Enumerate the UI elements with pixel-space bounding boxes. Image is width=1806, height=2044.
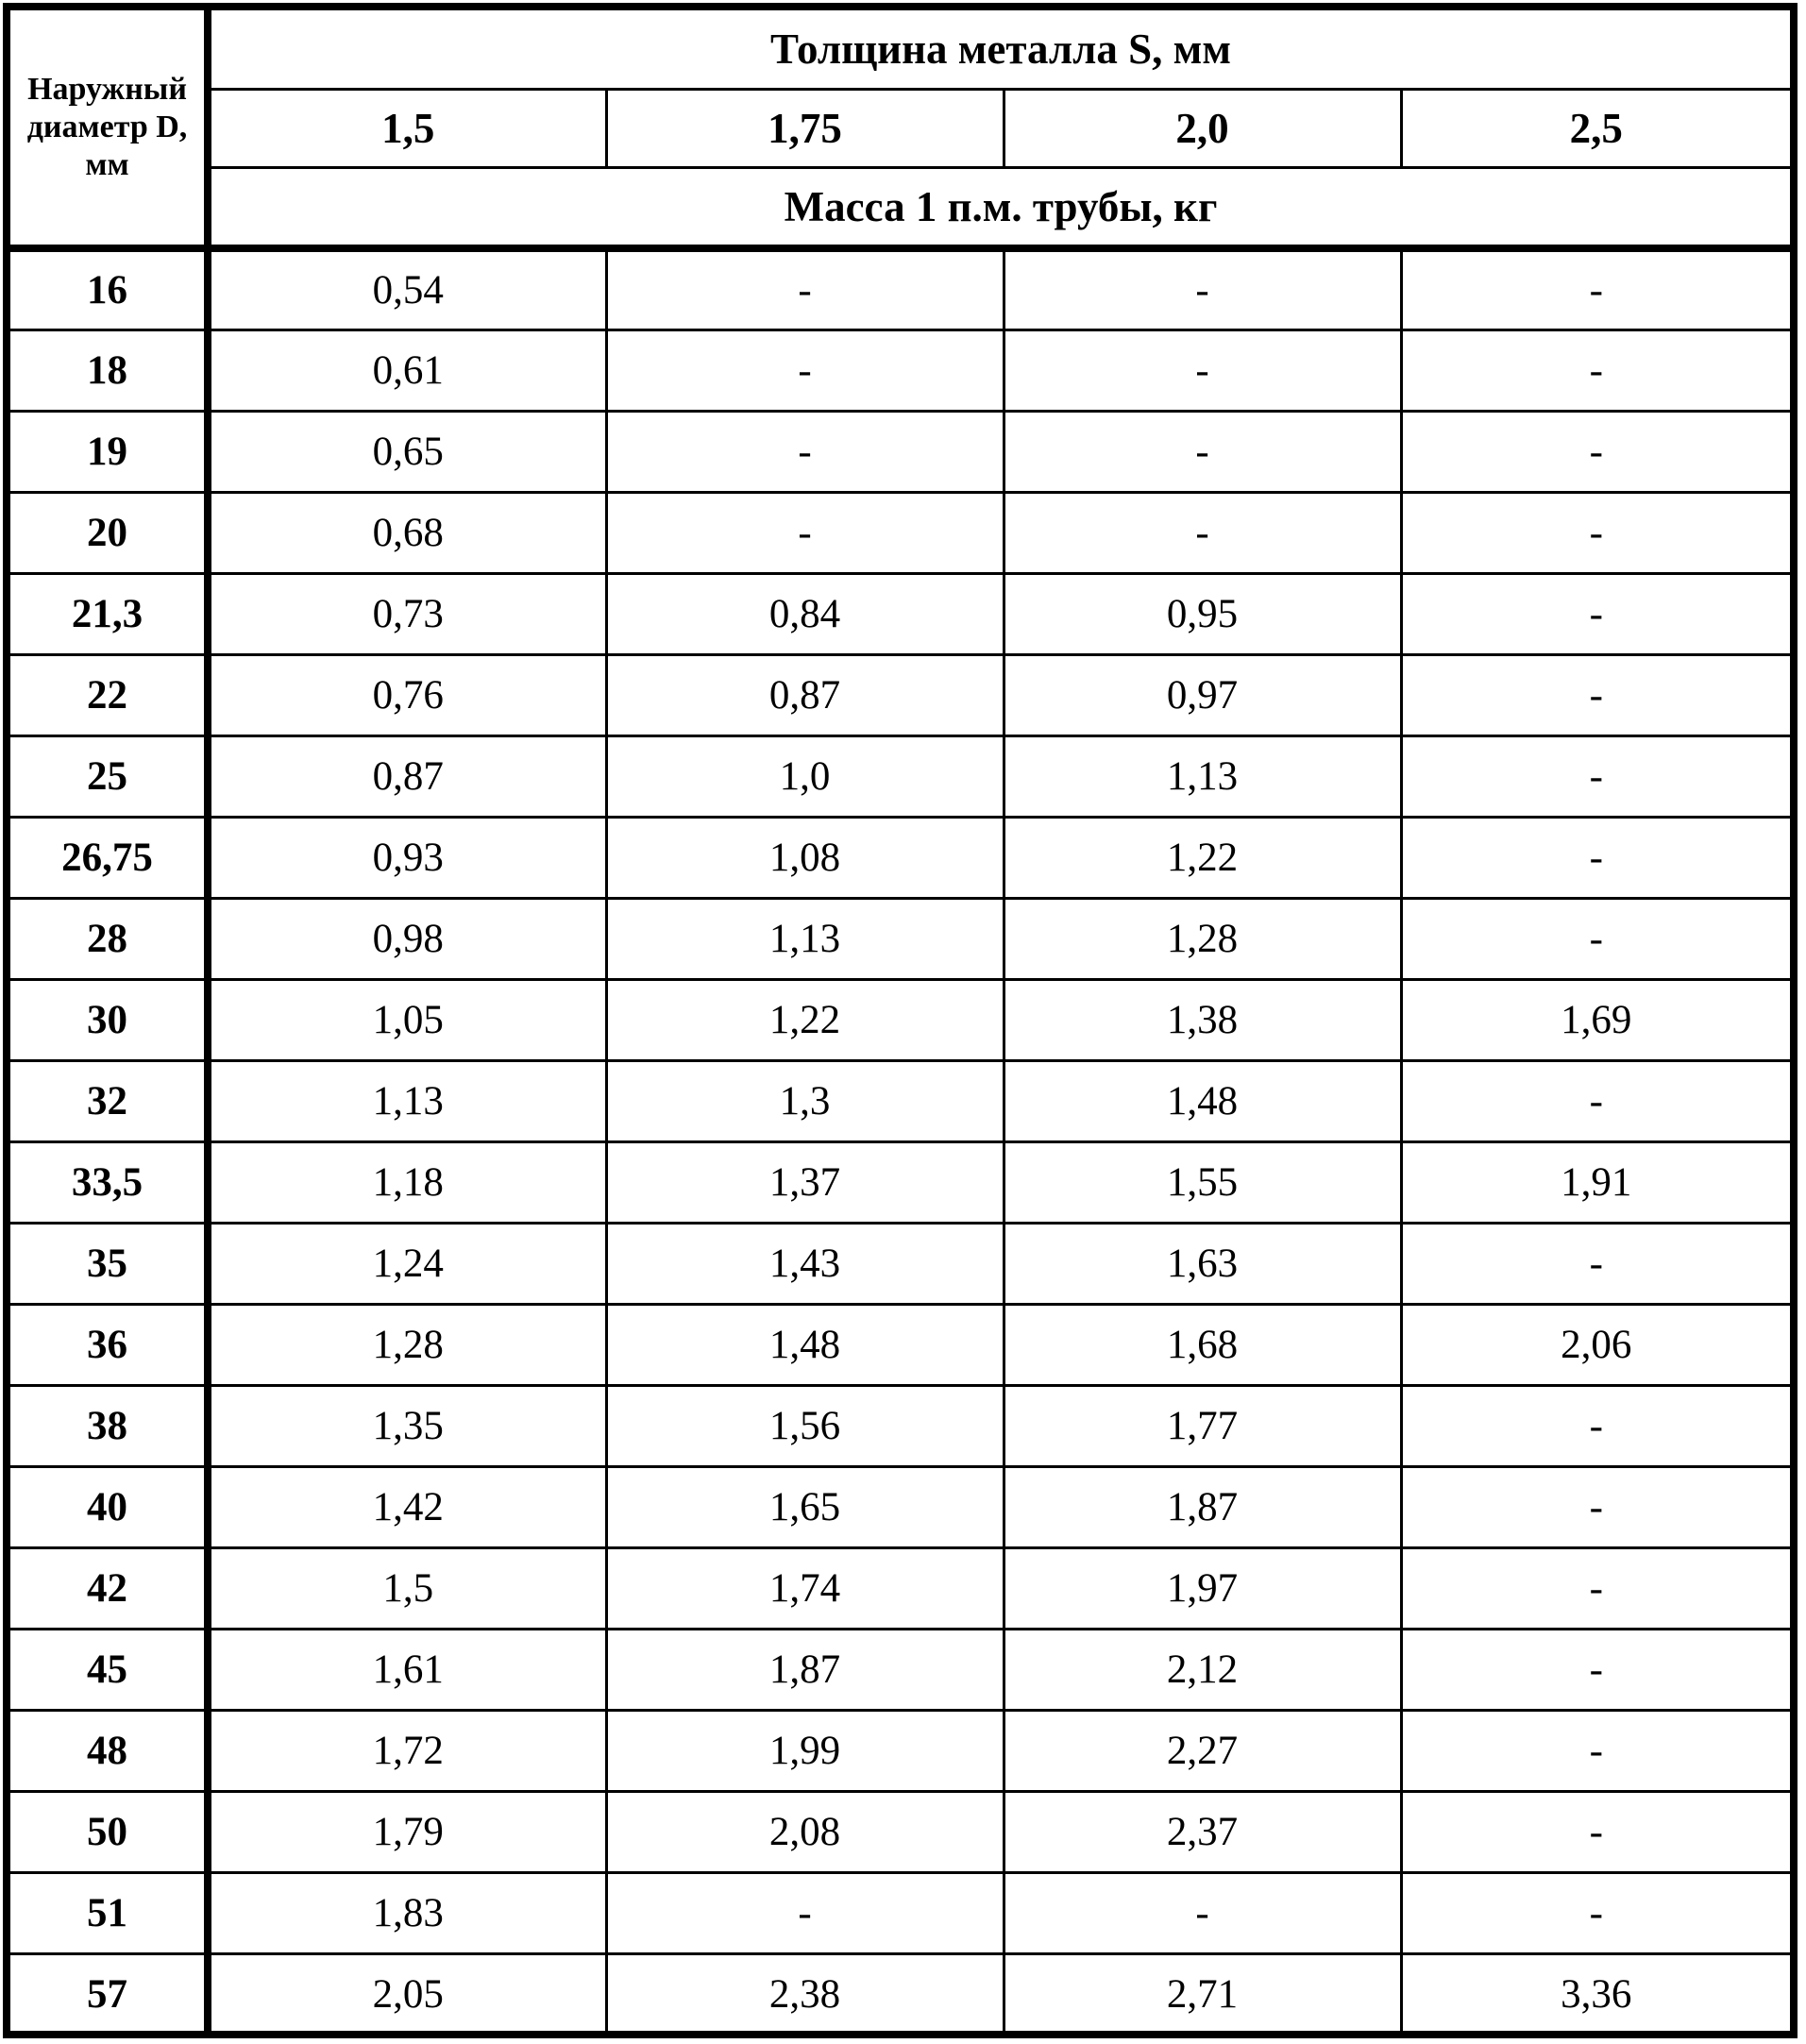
mass-cell: - bbox=[606, 492, 1004, 573]
mass-cell: 1,48 bbox=[1004, 1060, 1401, 1141]
mass-cell: 1,18 bbox=[208, 1141, 606, 1223]
mass-cell: 0,87 bbox=[606, 654, 1004, 735]
table-row bbox=[10, 735, 1790, 817]
diameter-cell: 20 bbox=[10, 492, 208, 573]
mass-cell: - bbox=[1401, 1547, 1790, 1629]
diameter-cell: 30 bbox=[10, 979, 208, 1060]
mass-cell: 1,28 bbox=[1004, 898, 1401, 979]
mass-cell: - bbox=[1401, 1629, 1790, 1710]
mass-cell: - bbox=[606, 248, 1004, 329]
diameter-cell: 19 bbox=[10, 411, 208, 492]
diameter-cell: 36 bbox=[10, 1304, 208, 1385]
mass-cell: - bbox=[1004, 492, 1401, 573]
mass-cell: 0,87 bbox=[208, 735, 606, 817]
mass-cell: 1,05 bbox=[208, 979, 606, 1060]
mass-cell: - bbox=[1004, 411, 1401, 492]
mass-cell: 0,61 bbox=[208, 329, 606, 411]
mass-cell: 2,12 bbox=[1004, 1629, 1401, 1710]
mass-cell: 1,87 bbox=[606, 1629, 1004, 1710]
mass-cell: 1,61 bbox=[208, 1629, 606, 1710]
mass-cell: 2,06 bbox=[1401, 1304, 1790, 1385]
mass-cell: 1,87 bbox=[1004, 1466, 1401, 1547]
diameter-cell: 26,75 bbox=[10, 817, 208, 898]
mass-cell: - bbox=[1401, 817, 1790, 898]
mass-cell: 0,76 bbox=[208, 654, 606, 735]
mass-title: Масса 1 п.м. трубы, кг bbox=[208, 167, 1790, 248]
mass-cell: - bbox=[1401, 329, 1790, 411]
mass-cell: 1,83 bbox=[208, 1872, 606, 1953]
mass-cell: 0,93 bbox=[208, 817, 606, 898]
mass-cell: 0,98 bbox=[208, 898, 606, 979]
mass-cell: - bbox=[1401, 1872, 1790, 1953]
mass-cell: 1,77 bbox=[1004, 1385, 1401, 1466]
mass-cell: - bbox=[1401, 573, 1790, 654]
table-row bbox=[10, 329, 1790, 411]
diameter-cell: 35 bbox=[10, 1223, 208, 1304]
mass-cell: 2,38 bbox=[606, 1953, 1004, 2035]
mass-cell: 1,79 bbox=[208, 1791, 606, 1872]
diameter-cell: 51 bbox=[10, 1872, 208, 1953]
table-row bbox=[10, 1953, 1790, 2035]
thickness-value: 2,0 bbox=[1004, 89, 1401, 167]
mass-cell: 0,97 bbox=[1004, 654, 1401, 735]
table-row bbox=[10, 1223, 1790, 1304]
table-row bbox=[10, 1872, 1790, 1953]
mass-cell: 1,72 bbox=[208, 1710, 606, 1791]
mass-cell: 2,05 bbox=[208, 1953, 606, 2035]
diameter-cell: 33,5 bbox=[10, 1141, 208, 1223]
table-row bbox=[10, 979, 1790, 1060]
mass-cell: 1,91 bbox=[1401, 1141, 1790, 1223]
mass-cell: 1,74 bbox=[606, 1547, 1004, 1629]
mass-cell: 0,95 bbox=[1004, 573, 1401, 654]
table-row bbox=[10, 1060, 1790, 1141]
mass-cell: 1,43 bbox=[606, 1223, 1004, 1304]
mass-cell: 1,63 bbox=[1004, 1223, 1401, 1304]
mass-cell: 1,38 bbox=[1004, 979, 1401, 1060]
mass-cell: 1,97 bbox=[1004, 1547, 1401, 1629]
mass-cell: - bbox=[1401, 1223, 1790, 1304]
mass-cell: - bbox=[1004, 248, 1401, 329]
table-row bbox=[10, 1466, 1790, 1547]
mass-cell: 1,28 bbox=[208, 1304, 606, 1385]
diameter-cell: 21,3 bbox=[10, 573, 208, 654]
mass-cell: 1,22 bbox=[1004, 817, 1401, 898]
diameter-cell: 40 bbox=[10, 1466, 208, 1547]
mass-cell: - bbox=[606, 329, 1004, 411]
mass-cell: 1,65 bbox=[606, 1466, 1004, 1547]
header-row-thickness-title bbox=[10, 10, 1790, 89]
diameter-cell: 38 bbox=[10, 1385, 208, 1466]
mass-cell: - bbox=[1401, 1385, 1790, 1466]
header-row-thickness-values bbox=[10, 89, 1790, 167]
thickness-title: Толщина металла S, мм bbox=[208, 10, 1790, 89]
header-row-mass-title bbox=[10, 167, 1790, 248]
table-row bbox=[10, 248, 1790, 329]
table-row bbox=[10, 1791, 1790, 1872]
diameter-cell: 28 bbox=[10, 898, 208, 979]
mass-cell: 1,22 bbox=[606, 979, 1004, 1060]
table-row bbox=[10, 1547, 1790, 1629]
mass-cell: 2,08 bbox=[606, 1791, 1004, 1872]
diameter-header: Наружный диаметр D, мм bbox=[10, 10, 208, 248]
thickness-value: 2,5 bbox=[1401, 89, 1790, 167]
mass-cell: 2,71 bbox=[1004, 1953, 1401, 2035]
mass-cell: 1,5 bbox=[208, 1547, 606, 1629]
diameter-cell: 48 bbox=[10, 1710, 208, 1791]
mass-cell: 3,36 bbox=[1401, 1953, 1790, 2035]
mass-cell: 1,13 bbox=[606, 898, 1004, 979]
diameter-cell: 18 bbox=[10, 329, 208, 411]
diameter-cell: 45 bbox=[10, 1629, 208, 1710]
table-row bbox=[10, 1710, 1790, 1791]
table-row bbox=[10, 817, 1790, 898]
mass-cell: 1,55 bbox=[1004, 1141, 1401, 1223]
mass-cell: - bbox=[1004, 1872, 1401, 1953]
mass-cell: - bbox=[1004, 329, 1401, 411]
mass-cell: - bbox=[1401, 248, 1790, 329]
table-row bbox=[10, 654, 1790, 735]
mass-cell: 1,24 bbox=[208, 1223, 606, 1304]
mass-cell: 1,13 bbox=[1004, 735, 1401, 817]
table-row bbox=[10, 1304, 1790, 1385]
table-row bbox=[10, 573, 1790, 654]
pipe-mass-table bbox=[10, 10, 1790, 2035]
mass-cell: - bbox=[606, 1872, 1004, 1953]
table-row bbox=[10, 1141, 1790, 1223]
mass-cell: - bbox=[1401, 735, 1790, 817]
mass-cell: 0,84 bbox=[606, 573, 1004, 654]
mass-cell: - bbox=[1401, 1791, 1790, 1872]
mass-cell: 2,27 bbox=[1004, 1710, 1401, 1791]
mass-cell: 0,65 bbox=[208, 411, 606, 492]
mass-cell: 1,3 bbox=[606, 1060, 1004, 1141]
mass-cell: 1,56 bbox=[606, 1385, 1004, 1466]
thickness-value: 1,5 bbox=[208, 89, 606, 167]
mass-cell: 1,68 bbox=[1004, 1304, 1401, 1385]
mass-cell: 1,69 bbox=[1401, 979, 1790, 1060]
table-row bbox=[10, 492, 1790, 573]
table-row bbox=[10, 1385, 1790, 1466]
mass-cell: 1,37 bbox=[606, 1141, 1004, 1223]
mass-cell: 1,13 bbox=[208, 1060, 606, 1141]
diameter-cell: 50 bbox=[10, 1791, 208, 1872]
mass-cell: 1,48 bbox=[606, 1304, 1004, 1385]
mass-cell: 1,99 bbox=[606, 1710, 1004, 1791]
mass-cell: - bbox=[1401, 1466, 1790, 1547]
mass-cell: - bbox=[1401, 411, 1790, 492]
mass-cell: - bbox=[606, 411, 1004, 492]
mass-cell: - bbox=[1401, 898, 1790, 979]
diameter-cell: 32 bbox=[10, 1060, 208, 1141]
mass-cell: 1,0 bbox=[606, 735, 1004, 817]
table-row bbox=[10, 411, 1790, 492]
table-row bbox=[10, 1629, 1790, 1710]
mass-cell: - bbox=[1401, 654, 1790, 735]
mass-cell: 0,68 bbox=[208, 492, 606, 573]
thickness-value: 1,75 bbox=[606, 89, 1004, 167]
mass-cell: 1,42 bbox=[208, 1466, 606, 1547]
mass-cell: 0,73 bbox=[208, 573, 606, 654]
mass-cell: - bbox=[1401, 492, 1790, 573]
diameter-cell: 22 bbox=[10, 654, 208, 735]
mass-cell: 2,37 bbox=[1004, 1791, 1401, 1872]
diameter-cell: 57 bbox=[10, 1953, 208, 2035]
diameter-cell: 25 bbox=[10, 735, 208, 817]
diameter-cell: 42 bbox=[10, 1547, 208, 1629]
mass-cell: - bbox=[1401, 1710, 1790, 1791]
diameter-cell: 16 bbox=[10, 248, 208, 329]
mass-cell: 1,08 bbox=[606, 817, 1004, 898]
table-row bbox=[10, 898, 1790, 979]
mass-cell: - bbox=[1401, 1060, 1790, 1141]
mass-cell: 0,54 bbox=[208, 248, 606, 329]
mass-cell: 1,35 bbox=[208, 1385, 606, 1466]
